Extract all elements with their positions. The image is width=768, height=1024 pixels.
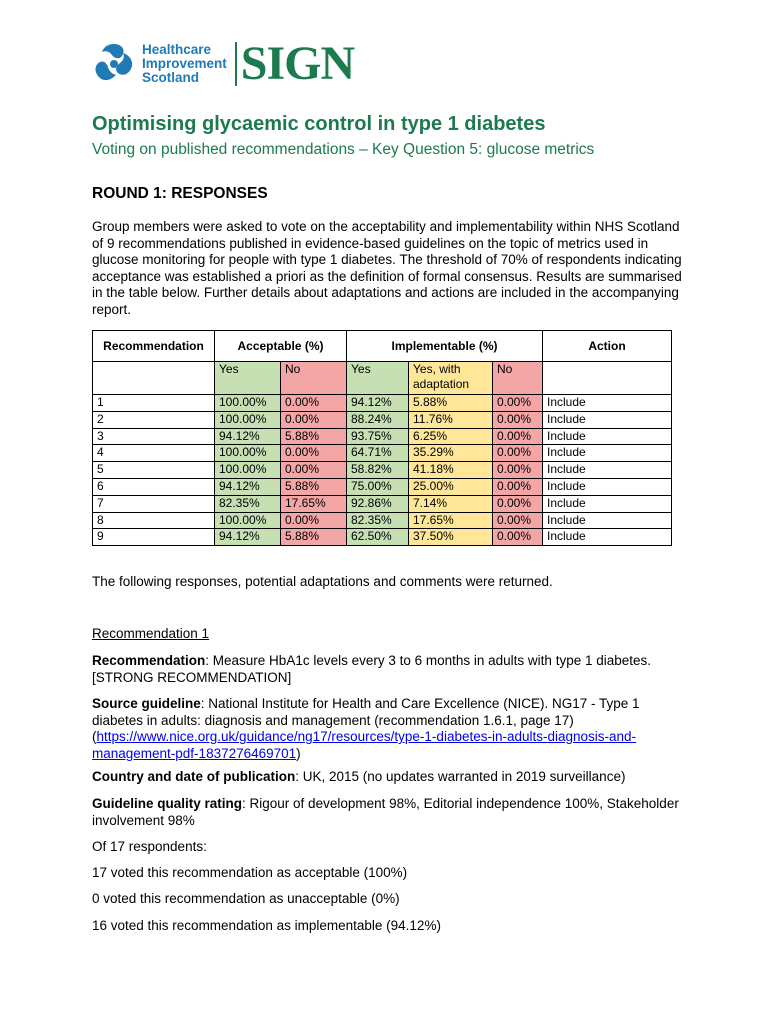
subheader-blank	[543, 362, 672, 395]
cell-imp-yes: 92.86%	[347, 495, 409, 512]
subheader-imp-no: No	[493, 362, 543, 395]
cell-acc-no: 0.00%	[281, 462, 347, 479]
table-row	[93, 395, 672, 412]
cell-action: Include	[543, 395, 672, 412]
cell-imp-adapt: 6.25%	[409, 428, 493, 445]
followup-text: The following responses, potential adaptations and comments were returned.	[92, 574, 553, 589]
cell-action: Include	[543, 512, 672, 529]
cell-imp-adapt: 25.00%	[409, 478, 493, 495]
subheader-blank	[93, 362, 215, 395]
cell-action: Include	[543, 529, 672, 546]
recommendation-text: : Measure HbA1c levels every 3 to 6 months in adults with type 1 diabetes. [STRONG RECOMMENDATION]	[92, 653, 652, 685]
cell-acc-yes: 100.00%	[215, 395, 281, 412]
cell-imp-no: 0.00%	[493, 478, 543, 495]
cell-rec: 4	[93, 445, 215, 462]
cell-imp-adapt: 7.14%	[409, 495, 493, 512]
hi-scotland-logo-icon	[92, 42, 136, 86]
cell-rec: 3	[93, 428, 215, 445]
recommendation-paragraph	[92, 653, 682, 686]
cell-acc-yes: 100.00%	[215, 512, 281, 529]
logo-divider	[235, 42, 237, 86]
cell-imp-adapt: 11.76%	[409, 411, 493, 428]
cell-imp-adapt: 5.88%	[409, 395, 493, 412]
table-row	[93, 462, 672, 479]
cell-imp-yes: 94.12%	[347, 395, 409, 412]
page-title: Optimising glycaemic control in type 1 diabetes	[92, 113, 546, 135]
cell-imp-no: 0.00%	[493, 462, 543, 479]
cell-acc-no: 0.00%	[281, 395, 347, 412]
page-subtitle: Voting on published recommendations – Key Question 5: glucose metrics	[92, 141, 595, 158]
cell-acc-yes: 100.00%	[215, 411, 281, 428]
cell-imp-no: 0.00%	[493, 428, 543, 445]
cell-acc-yes: 94.12%	[215, 529, 281, 546]
table-row	[93, 529, 672, 546]
cell-action: Include	[543, 462, 672, 479]
cell-acc-no: 0.00%	[281, 445, 347, 462]
col-header-implementable: Implementable (%)	[347, 331, 543, 362]
cell-action: Include	[543, 445, 672, 462]
col-header-recommendation: Recommendation	[93, 331, 215, 362]
source-paren-close: )	[296, 745, 301, 761]
source-label: Source guideline	[92, 696, 201, 711]
respondents-line: Of 17 respondents:	[92, 839, 207, 854]
implementable-line: 16 voted this recommendation as implementable (94.12%)	[92, 918, 441, 933]
cell-rec: 2	[93, 411, 215, 428]
cell-acc-no: 5.88%	[281, 478, 347, 495]
table-row	[93, 512, 672, 529]
cell-imp-adapt: 37.50%	[409, 529, 493, 546]
cell-rec: 8	[93, 512, 215, 529]
cell-acc-no: 17.65%	[281, 495, 347, 512]
cell-acc-no: 5.88%	[281, 529, 347, 546]
table-row	[93, 428, 672, 445]
quality-paragraph	[92, 796, 682, 829]
country-text: : UK, 2015 (no updates warranted in 2019 surveillance)	[295, 769, 626, 784]
cell-imp-yes: 58.82%	[347, 462, 409, 479]
recommendation-heading: Recommendation 1	[92, 626, 210, 641]
table-row	[93, 411, 672, 428]
intro-paragraph: Group members were asked to vote on the acceptability and implementability within NHS Scotland of 9 recommendations published in evidence-based guidelines on the topic of metrics used in glucose monitoring for people with type 1 diabetes. The threshold of 70% of respondents indicating acceptance was established a priori as the definition of formal consensus. Results are summarised in the table below. Further details about adaptations and actions are included in the accompanying report.	[92, 219, 682, 317]
table-body	[93, 395, 672, 546]
subheader-acc-no: No	[281, 362, 347, 395]
table-row	[93, 495, 672, 512]
recommendation-label: Recommendation	[92, 653, 206, 668]
cell-rec: 5	[93, 462, 215, 479]
cell-imp-yes: 88.24%	[347, 411, 409, 428]
cell-imp-adapt: 17.65%	[409, 512, 493, 529]
subheader-imp-adapt: Yes, with adaptation	[409, 362, 493, 395]
table-row	[93, 445, 672, 462]
sign-brand: SIGN	[240, 37, 355, 90]
cell-acc-no: 0.00%	[281, 512, 347, 529]
cell-acc-yes: 100.00%	[215, 445, 281, 462]
cell-imp-adapt: 35.29%	[409, 445, 493, 462]
cell-acc-yes: 94.12%	[215, 428, 281, 445]
source-guideline-paragraph	[92, 696, 682, 762]
source-paren-open: (	[92, 729, 97, 745]
source-guideline-link[interactable]: https://www.nice.org.uk/guidance/ng17/resources/type-1-diabetes-in-adults-diagnosis-and-management-pdf-1837276469701	[92, 729, 637, 761]
cell-action: Include	[543, 428, 672, 445]
col-header-action: Action	[543, 331, 672, 362]
cell-rec: 6	[93, 478, 215, 495]
table-header-row	[93, 331, 672, 362]
quality-label: Guideline quality rating	[92, 796, 243, 811]
source-text: : National Institute for Health and Care Excellence (NICE). NG17 - Type 1 diabetes in adults: diagnosis and management (recommendation 1.6.1, page 17)	[92, 696, 640, 728]
table-row	[93, 478, 672, 495]
col-header-acceptable: Acceptable (%)	[215, 331, 347, 362]
cell-rec: 9	[93, 529, 215, 546]
acceptable-line: 17 voted this recommendation as acceptable (100%)	[92, 865, 408, 880]
cell-imp-no: 0.00%	[493, 411, 543, 428]
cell-imp-yes: 82.35%	[347, 512, 409, 529]
cell-acc-no: 5.88%	[281, 428, 347, 445]
header-logo	[92, 37, 355, 90]
subheader-imp-yes: Yes	[347, 362, 409, 395]
cell-acc-yes: 94.12%	[215, 478, 281, 495]
country-label: Country and date of publication	[92, 769, 296, 784]
cell-imp-no: 0.00%	[493, 395, 543, 412]
cell-imp-yes: 62.50%	[347, 529, 409, 546]
cell-acc-yes: 82.35%	[215, 495, 281, 512]
cell-imp-no: 0.00%	[493, 529, 543, 546]
quality-text: : Rigour of development 98%, Editorial independence 100%, Stakeholder involvement 98%	[92, 796, 679, 828]
cell-rec: 1	[93, 395, 215, 412]
cell-imp-adapt: 41.18%	[409, 462, 493, 479]
cell-action: Include	[543, 495, 672, 512]
cell-action: Include	[543, 411, 672, 428]
cell-imp-yes: 64.71%	[347, 445, 409, 462]
cell-acc-yes: 100.00%	[215, 462, 281, 479]
cell-acc-no: 0.00%	[281, 411, 347, 428]
cell-action: Include	[543, 478, 672, 495]
votes-table	[92, 330, 672, 546]
round-heading: ROUND 1: RESPONSES	[92, 185, 268, 202]
cell-imp-no: 0.00%	[493, 445, 543, 462]
cell-imp-yes: 93.75%	[347, 428, 409, 445]
cell-imp-no: 0.00%	[493, 495, 543, 512]
table-subheader-row	[93, 362, 672, 395]
cell-imp-yes: 75.00%	[347, 478, 409, 495]
org-name: Healthcare Improvement Scotland	[142, 42, 227, 85]
cell-rec: 7	[93, 495, 215, 512]
country-paragraph	[92, 769, 682, 786]
subheader-acc-yes: Yes	[215, 362, 281, 395]
unacceptable-line: 0 voted this recommendation as unacceptable (0%)	[92, 891, 400, 906]
cell-imp-no: 0.00%	[493, 512, 543, 529]
